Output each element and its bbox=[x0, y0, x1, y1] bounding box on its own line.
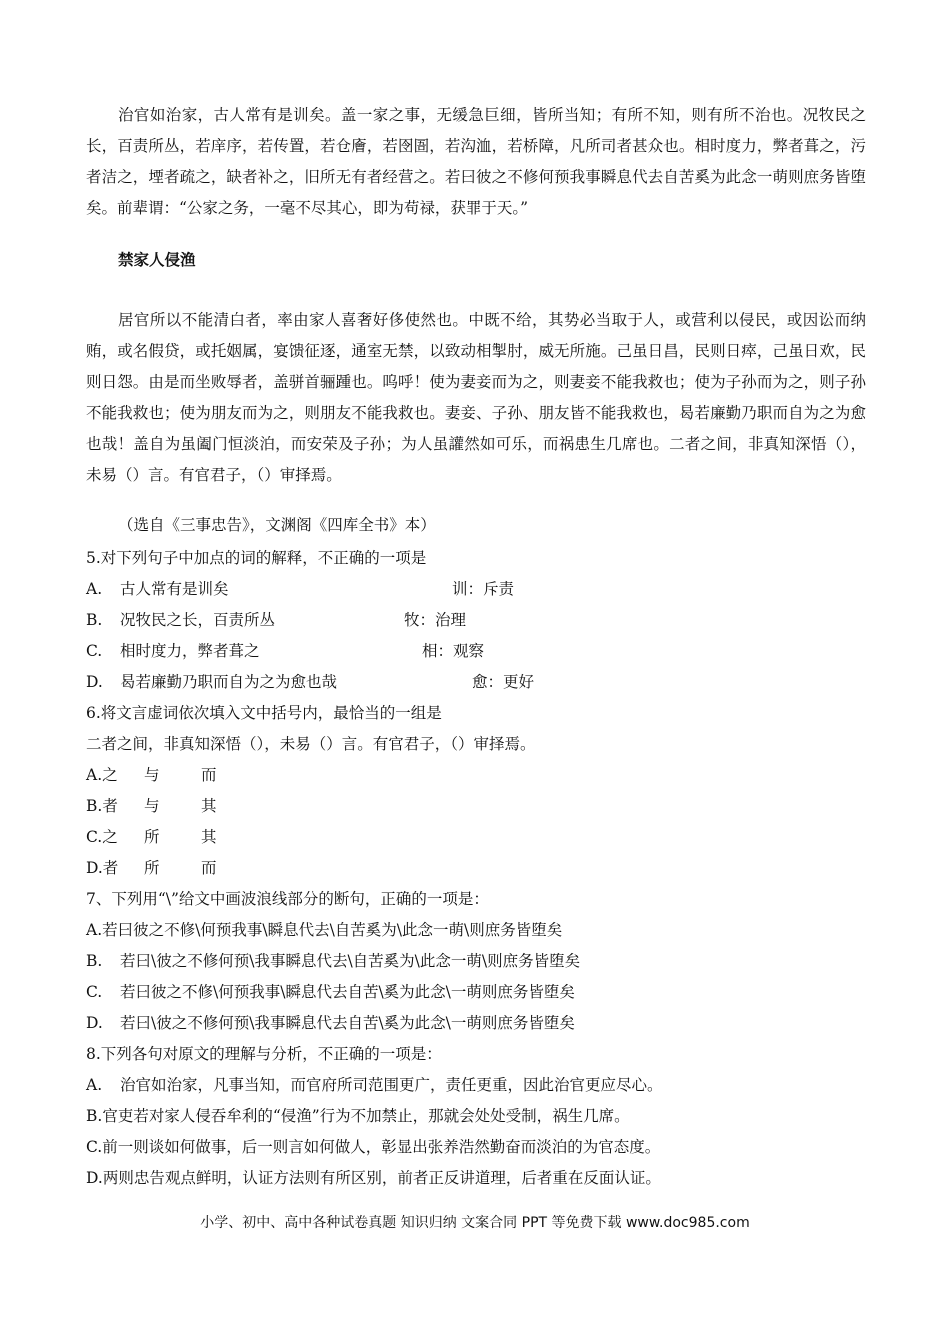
question-6-quote: 二者之间，非真知深悟（），未易（）言。有官君子，（）审择焉。 bbox=[86, 735, 536, 753]
section-heading: 禁家人侵渔 bbox=[118, 251, 196, 269]
option-text: 相时度力，弊者葺之 bbox=[120, 642, 260, 660]
option-letter: B. bbox=[86, 952, 103, 970]
option-letter: B. bbox=[86, 611, 103, 629]
option-word-3: 而 bbox=[201, 766, 217, 784]
option-text: 若曰彼之不修\何预我事\瞬息代去自苦\奚为此念\一萌则庶务皆堕矣 bbox=[120, 983, 575, 1001]
option-word-2: 与 bbox=[144, 797, 160, 815]
option-word-1: B.者 bbox=[86, 797, 118, 815]
question-7-stem: 7、下列用“\”给文中画波浪线部分的断句，正确的一项是： bbox=[86, 890, 489, 908]
option-word-1: A.之 bbox=[86, 766, 118, 784]
option-text: 两则忠告观点鲜明，认证方法则有所区别，前者正反讲道理，后者重在反面认证。 bbox=[102, 1169, 661, 1187]
page-footer: 小学、初中、高中各种试卷真题 知识归纳 文案合同 PPT 等免费下载 www.doc985.com bbox=[200, 1215, 750, 1231]
option-letter: A. bbox=[86, 921, 103, 939]
option-letter: D. bbox=[86, 673, 103, 691]
question-6-option-a bbox=[86, 763, 217, 785]
option-word-1: D.者 bbox=[86, 859, 119, 877]
passage-1: 治官如治家，古人常有是训矣。盖一家之事，无缓急巨细，皆所当知；有所不知，则有所不治也。况牧民之长，百责所丛，若庠序，若传置，若仓廥，若囹圄，若沟洫，若桥障，凡所司者甚众也。相时度力，弊者葺之，污者洁之，堙者疏之，缺者补之，旧所无有者经营之。若曰彼之不修何预我事瞬息代去自苦奚为此念一萌则庶务皆堕矣。前辈谓：“公家之务，一毫不尽其心，即为苟禄，获罪于天。” bbox=[86, 106, 866, 217]
question-5-stem: 5.对下列句子中加点的词的解释，不正确的一项是 bbox=[86, 549, 427, 567]
source-note: （选自《三事忠告》，文渊阁《四库全书》本） bbox=[118, 516, 436, 534]
option-word-3: 而 bbox=[201, 859, 217, 877]
option-letter: C. bbox=[86, 642, 103, 660]
option-letter: C. bbox=[86, 1138, 103, 1156]
option-gloss: 愈：更好 bbox=[472, 673, 535, 691]
question-8-option-b bbox=[86, 1104, 630, 1126]
option-text: 若曰\彼之不修何预\我事瞬息代去\自苦奚为\此念一萌\则庶务皆堕矣 bbox=[120, 952, 581, 970]
option-word-2: 与 bbox=[144, 766, 160, 784]
question-6-option-c bbox=[86, 825, 217, 847]
option-letter: B. bbox=[86, 1107, 103, 1125]
question-5-option-b bbox=[86, 608, 866, 630]
option-word-1: C.之 bbox=[86, 828, 118, 846]
option-word-3: 其 bbox=[201, 797, 217, 815]
passage-2: 居官所以不能清白者，率由家人喜奢好侈使然也。中既不给，其势必当取于人，或营利以侵民，或因讼而纳贿，或名假贷，或托姻属，宴馈征逐，通室无禁，以致动相掣肘，威无所施。己虽日昌，民则日瘁，己虽日欢，民则日怨。由是而坐败辱者，盖骈首骊踵也。呜呼！使为妻妾而为之，则妻妾不能我救也；使为子孙而为之，则子孙不能我救也；使为朋友而为之，则朋友不能我救也。妻妾、子孙、朋友皆不能我救也，曷若廉勤乃职而自为之为愈也哉！盖自为虽阖门恒淡泊，而安荣及子孙；为人虽讙然如可乐，而祸患生几席也。二者之间，非真知深悟（），未易（）言。有官君子，（）审择焉。 bbox=[86, 311, 866, 484]
option-text: 况牧民之长，百责所丛 bbox=[120, 611, 276, 629]
question-7-option-d bbox=[86, 1011, 575, 1033]
option-text: 若曰彼之不修\何预我事\瞬息代去\自苦奚为\此念一萌\则庶务皆堕矣 bbox=[102, 921, 563, 939]
question-6-option-d bbox=[86, 856, 217, 878]
option-text: 官吏若对家人侵吞牟利的“侵渔”行为不加禁止，那就会处处受制，祸生几席。 bbox=[102, 1107, 630, 1125]
question-5-option-d bbox=[86, 670, 866, 692]
question-7-option-b bbox=[86, 949, 580, 971]
option-word-3: 其 bbox=[201, 828, 217, 846]
option-word-2: 所 bbox=[144, 859, 160, 877]
option-text: 治官如治家，凡事当知，而官府所司范围更广，责任更重，因此治官更应尽心。 bbox=[120, 1076, 663, 1094]
question-5-option-c bbox=[86, 639, 866, 661]
question-6-stem: 6.将文言虚词依次填入文中括号内，最恰当的一组是 bbox=[86, 704, 442, 722]
question-5-option-a bbox=[86, 577, 866, 599]
option-text: 前一则谈如何做事，后一则言如何做人，彰显出张养浩然勤奋而淡泊的为官态度。 bbox=[102, 1138, 661, 1156]
question-8-stem: 8.下列各句对原文的理解与分析，不正确的一项是： bbox=[86, 1045, 442, 1063]
option-word-2: 所 bbox=[144, 828, 160, 846]
option-gloss: 牧：治理 bbox=[404, 611, 467, 629]
option-gloss: 相：观察 bbox=[422, 642, 485, 660]
question-7-option-c bbox=[86, 980, 575, 1002]
question-7-option-a bbox=[86, 918, 562, 940]
question-8-option-c bbox=[86, 1135, 660, 1157]
option-letter: D. bbox=[86, 1169, 103, 1187]
option-letter: A. bbox=[86, 1076, 103, 1094]
question-6-option-b bbox=[86, 794, 217, 816]
option-letter: A. bbox=[86, 580, 103, 598]
question-8-option-a bbox=[86, 1073, 663, 1095]
option-text: 曷若廉勤乃职而自为之为愈也哉 bbox=[120, 673, 338, 691]
option-gloss: 训：斥责 bbox=[452, 580, 515, 598]
option-text: 古人常有是训矣 bbox=[120, 580, 229, 598]
option-letter: C. bbox=[86, 983, 103, 1001]
option-text: 若曰\彼之不修何预\我事瞬息代去自苦\奚为此念\一萌则庶务皆堕矣 bbox=[120, 1014, 575, 1032]
option-letter: D. bbox=[86, 1014, 103, 1032]
question-8-option-d bbox=[86, 1166, 661, 1188]
